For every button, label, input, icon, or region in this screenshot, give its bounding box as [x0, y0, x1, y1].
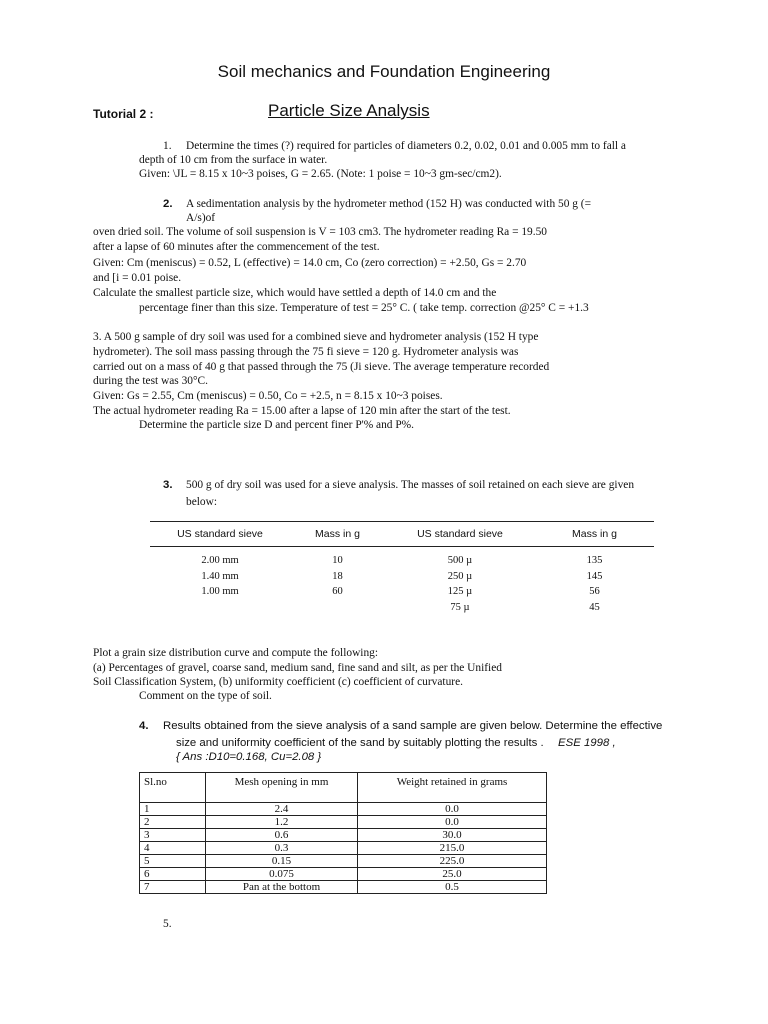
q3b-after-3: Soil Classification System, (b) uniformity coefficient (c) coefficient of curvature. [93, 676, 463, 688]
table-cell: 135 [586, 555, 603, 567]
table-row [140, 803, 547, 816]
table-cell: 0.0 [358, 803, 547, 816]
q1-line-1: Determine the times (?) required for particles of diameters 0.2, 0.02, 0.01 and 0.005 mm to fall a [186, 140, 626, 152]
table-cell: Pan at the bottom [206, 881, 358, 894]
table-cell: 3 [140, 829, 206, 842]
header-cell: Mesh opening in mm [206, 773, 358, 803]
table-cell: 2.00 mm [201, 555, 239, 567]
table-cell: 0.6 [206, 829, 358, 842]
q3a-line-3: carried out on a mass of 40 g that passed through the 75 (Ji sieve. The average temperature recorded [93, 361, 550, 373]
table-cell: 0.5 [358, 881, 547, 894]
header-cell: Weight retained in grams [358, 773, 547, 803]
q3a-line-6: The actual hydrometer reading Ra = 15.00 after a lapse of 120 min after the start of the test. [93, 405, 511, 417]
q2-line-1: A sedimentation analysis by the hydrometer method (152 H) was conducted with 50 g (= [186, 198, 592, 210]
table-cell: 1.2 [206, 816, 358, 829]
table-cell: 75 µ [450, 601, 470, 613]
table-cell: 25.0 [358, 868, 547, 881]
table-cell: 30.0 [358, 829, 547, 842]
q4-line-2: size and uniformity coefficient of the sand by suitably plotting the results . [176, 737, 544, 749]
table-cell: 145 [586, 570, 603, 582]
table-row [150, 553, 654, 569]
q3a-line-4: during the test was 30°C. [93, 375, 208, 387]
table-cell: 0.3 [206, 842, 358, 855]
q1-line-2: depth of 10 cm from the surface in water. [139, 154, 328, 166]
table-cell: 5 [140, 855, 206, 868]
table-cell: 45 [589, 601, 600, 613]
q2-line-5: Given: Cm (meniscus) = 0.52, L (effective) = 14.0 cm, Co (zero correction) = +2.50, Gs = 2.70 [93, 257, 527, 269]
q3b-line-2: below: [186, 496, 218, 508]
q3b-after-2: (a) Percentages of gravel, coarse sand, medium sand, fine sand and silt, as per the Unified [93, 662, 502, 674]
table-cell: 2.4 [206, 803, 358, 816]
table-cell: 250 µ [447, 570, 473, 582]
document-title: Soil mechanics and Foundation Engineering [217, 62, 551, 81]
q2-line-7: Calculate the smallest particle size, which would have settled a depth of 14.0 cm and the [93, 287, 497, 299]
page-title: Particle Size Analysis [268, 101, 430, 120]
table-row [150, 569, 654, 585]
header-cell: Mass in g [572, 528, 617, 540]
q4-number: 4. [139, 720, 149, 732]
q3a-line-2: hydrometer). The soil mass passing through the 75 fi sieve = 120 g. Hydrometer analysis was [93, 346, 519, 358]
q4-line-1: Results obtained from the sieve analysis of a sand sample are given below. Determine the effective [163, 720, 663, 732]
q2-line-2: A/s)of [186, 212, 216, 224]
q4-answer: { Ans :D10=0.168, Cu=2.08 } [176, 751, 322, 763]
table-cell: 56 [589, 586, 600, 598]
table-cell: 215.0 [358, 842, 547, 855]
table-row [140, 842, 547, 855]
q1-number: 1. [163, 140, 172, 152]
table-cell: 2 [140, 816, 206, 829]
q3b-line-1: 500 g of dry soil was used for a sieve analysis. The masses of soil retained on each sieve are given [186, 479, 635, 491]
q2-line-8: percentage finer than this size. Temperature of test = 25° C. ( take temp. correction @25° C = +1.3 [139, 302, 589, 314]
table-row [140, 868, 547, 881]
table-row [140, 855, 547, 868]
table-cell: 18 [332, 570, 343, 582]
table-header-row [140, 773, 547, 803]
table-cell: 60 [332, 586, 343, 598]
tutorial-label: Tutorial 2 : [93, 107, 154, 121]
header-cell: US standard sieve [417, 528, 503, 540]
q3a-line-1: 3. A 500 g sample of dry soil was used for a combined sieve and hydrometer analysis (152 H type [93, 331, 539, 343]
sieve-table-header [150, 521, 654, 547]
table-cell: 0.0 [358, 816, 547, 829]
q2-line-3: oven dried soil. The volume of soil suspension is V = 103 cm3. The hydrometer reading Ra = 19.50 [93, 226, 547, 238]
table-cell: 0.15 [206, 855, 358, 868]
table-cell: 225.0 [358, 855, 547, 868]
table-row [150, 600, 654, 616]
table-cell: 1.40 mm [201, 570, 239, 582]
table-cell: 6 [140, 868, 206, 881]
mesh-table [139, 772, 547, 894]
header-cell: Sl.no [140, 773, 206, 803]
table-cell: 500 µ [447, 555, 473, 567]
header-cell: US standard sieve [177, 528, 263, 540]
table-cell: 0.075 [206, 868, 358, 881]
q4-source: ESE 1998 , [558, 737, 616, 749]
table-row [140, 881, 547, 894]
header-cell: Mass in g [315, 528, 360, 540]
q3a-line-5: Given: Gs = 2.55, Cm (meniscus) = 0.50, Co = +2.5, n = 8.15 x 10~3 poises. [93, 390, 443, 402]
q3b-after-1: Plot a grain size distribution curve and compute the following: [93, 647, 379, 659]
table-row [150, 584, 654, 600]
q3b-after-4: Comment on the type of soil. [139, 690, 272, 702]
q3a-line-7: Determine the particle size D and percent finer P'% and P%. [139, 419, 415, 431]
q2-line-4: after a lapse of 60 minutes after the commencement of the test. [93, 241, 380, 253]
table-cell: 1.00 mm [201, 586, 239, 598]
q3b-number: 3. [163, 479, 173, 491]
sieve-table [150, 521, 654, 615]
table-cell: 1 [140, 803, 206, 816]
table-cell: 4 [140, 842, 206, 855]
table-cell: 7 [140, 881, 206, 894]
table-cell: 125 µ [447, 586, 473, 598]
table-row [140, 829, 547, 842]
q2-line-6: and [i = 0.01 poise. [93, 272, 182, 284]
table-row [140, 816, 547, 829]
q2-number: 2. [163, 198, 173, 210]
q1-line-3: Given: \JL = 8.15 x 10~3 poises, G = 2.65. (Note: 1 poise = 10~3 gm-sec/cm2). [139, 168, 502, 180]
table-cell: 10 [332, 555, 343, 567]
q5-number: 5. [163, 918, 172, 930]
